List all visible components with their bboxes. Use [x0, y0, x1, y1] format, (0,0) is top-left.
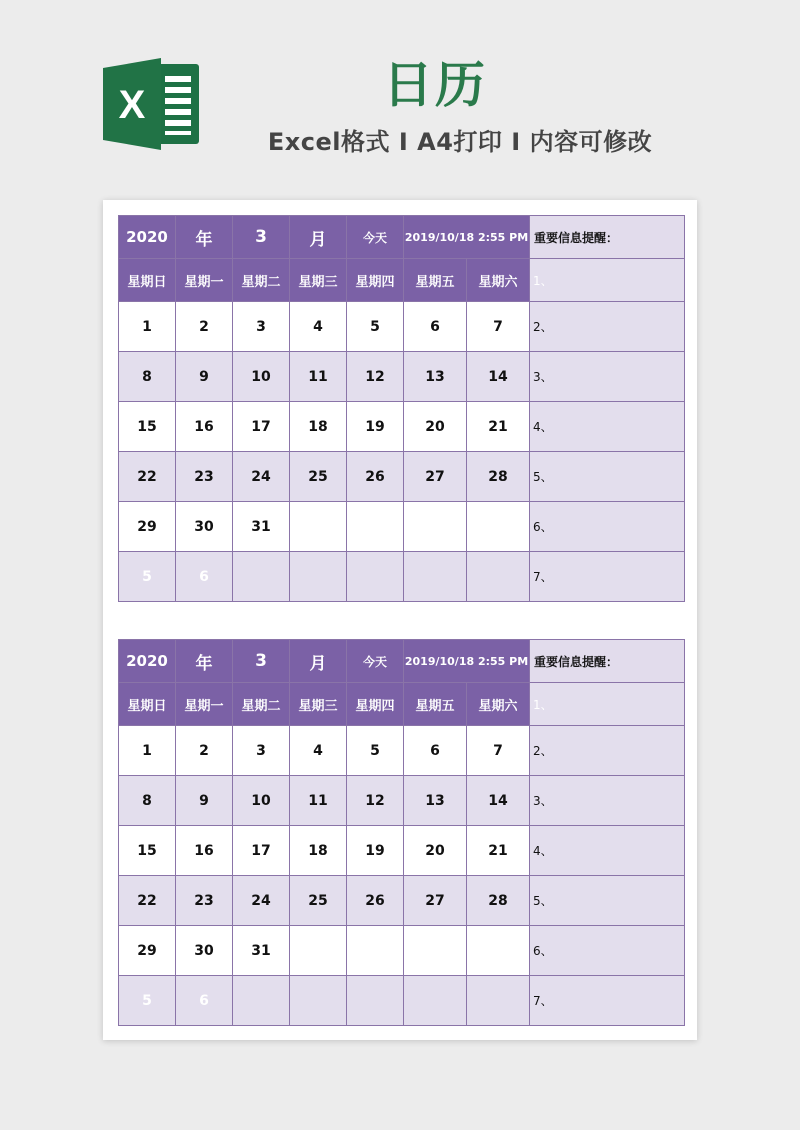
- reminder-title: 重要信息提醒：: [530, 640, 685, 683]
- day-cell[interactable]: 9: [176, 776, 233, 826]
- weekday-row: [119, 683, 685, 726]
- weekday-header: 星期四: [347, 259, 404, 302]
- day-cell[interactable]: 17: [233, 402, 290, 452]
- day-cell[interactable]: 21: [467, 402, 530, 452]
- weekday-header: 星期三: [290, 683, 347, 726]
- day-cell[interactable]: 18: [290, 402, 347, 452]
- weekday-header: 星期二: [233, 259, 290, 302]
- year-cell[interactable]: 2020: [119, 216, 176, 259]
- year-cell[interactable]: 2020: [119, 640, 176, 683]
- day-cell[interactable]: [467, 552, 530, 602]
- week-row: [119, 876, 685, 926]
- day-cell[interactable]: 27: [404, 876, 467, 926]
- day-cell[interactable]: 12: [347, 776, 404, 826]
- month-cell[interactable]: 3: [233, 640, 290, 683]
- calendar-table: [118, 639, 685, 1026]
- day-cell[interactable]: 24: [233, 452, 290, 502]
- day-cell[interactable]: 6: [176, 552, 233, 602]
- today-label: 今天: [347, 216, 404, 259]
- week-row: [119, 826, 685, 876]
- reminder-item[interactable]: 6、: [530, 502, 685, 552]
- day-cell[interactable]: 4: [290, 726, 347, 776]
- day-cell[interactable]: 22: [119, 452, 176, 502]
- day-cell[interactable]: [467, 926, 530, 976]
- day-cell[interactable]: 14: [467, 776, 530, 826]
- day-cell[interactable]: 2: [176, 726, 233, 776]
- day-cell[interactable]: [290, 502, 347, 552]
- day-cell[interactable]: [347, 976, 404, 1026]
- day-cell[interactable]: 5: [119, 552, 176, 602]
- weekday-header: 星期日: [119, 259, 176, 302]
- day-cell[interactable]: 19: [347, 826, 404, 876]
- day-cell[interactable]: [404, 926, 467, 976]
- day-cell[interactable]: 14: [467, 352, 530, 402]
- day-cell[interactable]: [347, 552, 404, 602]
- week-row: [119, 552, 685, 602]
- day-cell[interactable]: 11: [290, 352, 347, 402]
- day-cell[interactable]: [467, 976, 530, 1026]
- week-row: [119, 402, 685, 452]
- week-row: [119, 352, 685, 402]
- logo-letter: X: [118, 83, 146, 127]
- week-row: [119, 926, 685, 976]
- day-cell[interactable]: 16: [176, 402, 233, 452]
- excel-logo-icon: [103, 58, 203, 150]
- reminder-title: 重要信息提醒：: [530, 216, 685, 259]
- day-cell[interactable]: 1: [119, 726, 176, 776]
- day-cell[interactable]: 19: [347, 402, 404, 452]
- day-cell[interactable]: 7: [467, 726, 530, 776]
- day-cell[interactable]: 26: [347, 876, 404, 926]
- reminder-item[interactable]: 5、: [530, 876, 685, 926]
- week-row: [119, 726, 685, 776]
- page-subtitle: Excel格式 I A4打印 I 内容可修改: [267, 128, 653, 156]
- weekday-header: 星期二: [233, 683, 290, 726]
- calendar-1: [118, 215, 684, 602]
- day-cell[interactable]: 12: [347, 352, 404, 402]
- day-cell[interactable]: 5: [347, 302, 404, 352]
- day-cell[interactable]: 4: [290, 302, 347, 352]
- day-cell[interactable]: 6: [176, 976, 233, 1026]
- month-label: 月: [290, 640, 347, 683]
- day-cell[interactable]: 3: [233, 726, 290, 776]
- day-cell[interactable]: [467, 502, 530, 552]
- reminder-item[interactable]: 3、: [530, 352, 685, 402]
- weekday-header: 星期一: [176, 683, 233, 726]
- day-cell[interactable]: 21: [467, 826, 530, 876]
- day-cell[interactable]: 28: [467, 452, 530, 502]
- year-label: 年: [176, 640, 233, 683]
- weekday-header: 星期日: [119, 683, 176, 726]
- day-cell[interactable]: 30: [176, 502, 233, 552]
- week-row: [119, 302, 685, 352]
- day-cell[interactable]: 29: [119, 502, 176, 552]
- day-cell[interactable]: 22: [119, 876, 176, 926]
- day-cell[interactable]: 23: [176, 876, 233, 926]
- day-cell[interactable]: [404, 976, 467, 1026]
- day-cell[interactable]: 2: [176, 302, 233, 352]
- day-cell[interactable]: 3: [233, 302, 290, 352]
- day-cell[interactable]: 6: [404, 726, 467, 776]
- calendar-header-row: [119, 216, 685, 259]
- day-cell[interactable]: 10: [233, 352, 290, 402]
- day-cell[interactable]: [233, 976, 290, 1026]
- reminder-item[interactable]: 1、: [530, 683, 685, 726]
- day-cell[interactable]: 9: [176, 352, 233, 402]
- reminder-item[interactable]: 4、: [530, 402, 685, 452]
- reminder-item[interactable]: 6、: [530, 926, 685, 976]
- calendar-2: [118, 639, 684, 1026]
- day-cell[interactable]: 1: [119, 302, 176, 352]
- reminder-item[interactable]: 7、: [530, 976, 685, 1026]
- weekday-header: 星期一: [176, 259, 233, 302]
- day-cell[interactable]: 8: [119, 776, 176, 826]
- page-title: 日历: [383, 56, 487, 114]
- weekday-row: [119, 259, 685, 302]
- day-cell[interactable]: 20: [404, 402, 467, 452]
- week-row: [119, 452, 685, 502]
- day-cell[interactable]: [290, 976, 347, 1026]
- day-cell[interactable]: [347, 502, 404, 552]
- day-cell[interactable]: 26: [347, 452, 404, 502]
- weekday-header: 星期五: [404, 683, 467, 726]
- day-cell[interactable]: 31: [233, 502, 290, 552]
- day-cell[interactable]: 27: [404, 452, 467, 502]
- day-cell[interactable]: 30: [176, 926, 233, 976]
- day-cell[interactable]: [404, 502, 467, 552]
- day-cell[interactable]: 13: [404, 776, 467, 826]
- day-cell[interactable]: 25: [290, 876, 347, 926]
- weekday-header: 星期六: [467, 259, 530, 302]
- day-cell[interactable]: 25: [290, 452, 347, 502]
- reminder-item[interactable]: 4、: [530, 826, 685, 876]
- day-cell[interactable]: 13: [404, 352, 467, 402]
- day-cell[interactable]: 28: [467, 876, 530, 926]
- day-cell[interactable]: 23: [176, 452, 233, 502]
- day-cell[interactable]: 20: [404, 826, 467, 876]
- day-cell[interactable]: 11: [290, 776, 347, 826]
- day-cell[interactable]: [290, 552, 347, 602]
- day-cell[interactable]: 29: [119, 926, 176, 976]
- reminder-item[interactable]: 5、: [530, 452, 685, 502]
- weekday-header: 星期四: [347, 683, 404, 726]
- weekday-header: 星期五: [404, 259, 467, 302]
- month-label: 月: [290, 216, 347, 259]
- day-cell[interactable]: 8: [119, 352, 176, 402]
- weekday-header: 星期六: [467, 683, 530, 726]
- day-cell[interactable]: [404, 552, 467, 602]
- reminder-item[interactable]: 3、: [530, 776, 685, 826]
- day-cell[interactable]: [290, 926, 347, 976]
- day-cell[interactable]: 10: [233, 776, 290, 826]
- reminder-item[interactable]: 7、: [530, 552, 685, 602]
- day-cell[interactable]: 6: [404, 302, 467, 352]
- month-cell[interactable]: 3: [233, 216, 290, 259]
- day-cell[interactable]: 15: [119, 402, 176, 452]
- today-label: 今天: [347, 640, 404, 683]
- reminder-item[interactable]: 1、: [530, 259, 685, 302]
- day-cell[interactable]: [347, 926, 404, 976]
- day-cell[interactable]: 5: [119, 976, 176, 1026]
- week-row: [119, 776, 685, 826]
- calendar-header-row: [119, 640, 685, 683]
- day-cell[interactable]: 31: [233, 926, 290, 976]
- day-cell[interactable]: 7: [467, 302, 530, 352]
- reminder-item[interactable]: 2、: [530, 726, 685, 776]
- year-label: 年: [176, 216, 233, 259]
- today-value: 2019/10/18 2:55 PM: [404, 640, 530, 683]
- day-cell[interactable]: 15: [119, 826, 176, 876]
- week-row: [119, 976, 685, 1026]
- day-cell[interactable]: 5: [347, 726, 404, 776]
- day-cell[interactable]: 17: [233, 826, 290, 876]
- weekday-header: 星期三: [290, 259, 347, 302]
- today-value: 2019/10/18 2:55 PM: [404, 216, 530, 259]
- day-cell[interactable]: 16: [176, 826, 233, 876]
- reminder-item[interactable]: 2、: [530, 302, 685, 352]
- day-cell[interactable]: 18: [290, 826, 347, 876]
- day-cell[interactable]: [233, 552, 290, 602]
- paper-sheet: [103, 200, 697, 1040]
- day-cell[interactable]: 24: [233, 876, 290, 926]
- calendar-table: [118, 215, 685, 602]
- week-row: [119, 502, 685, 552]
